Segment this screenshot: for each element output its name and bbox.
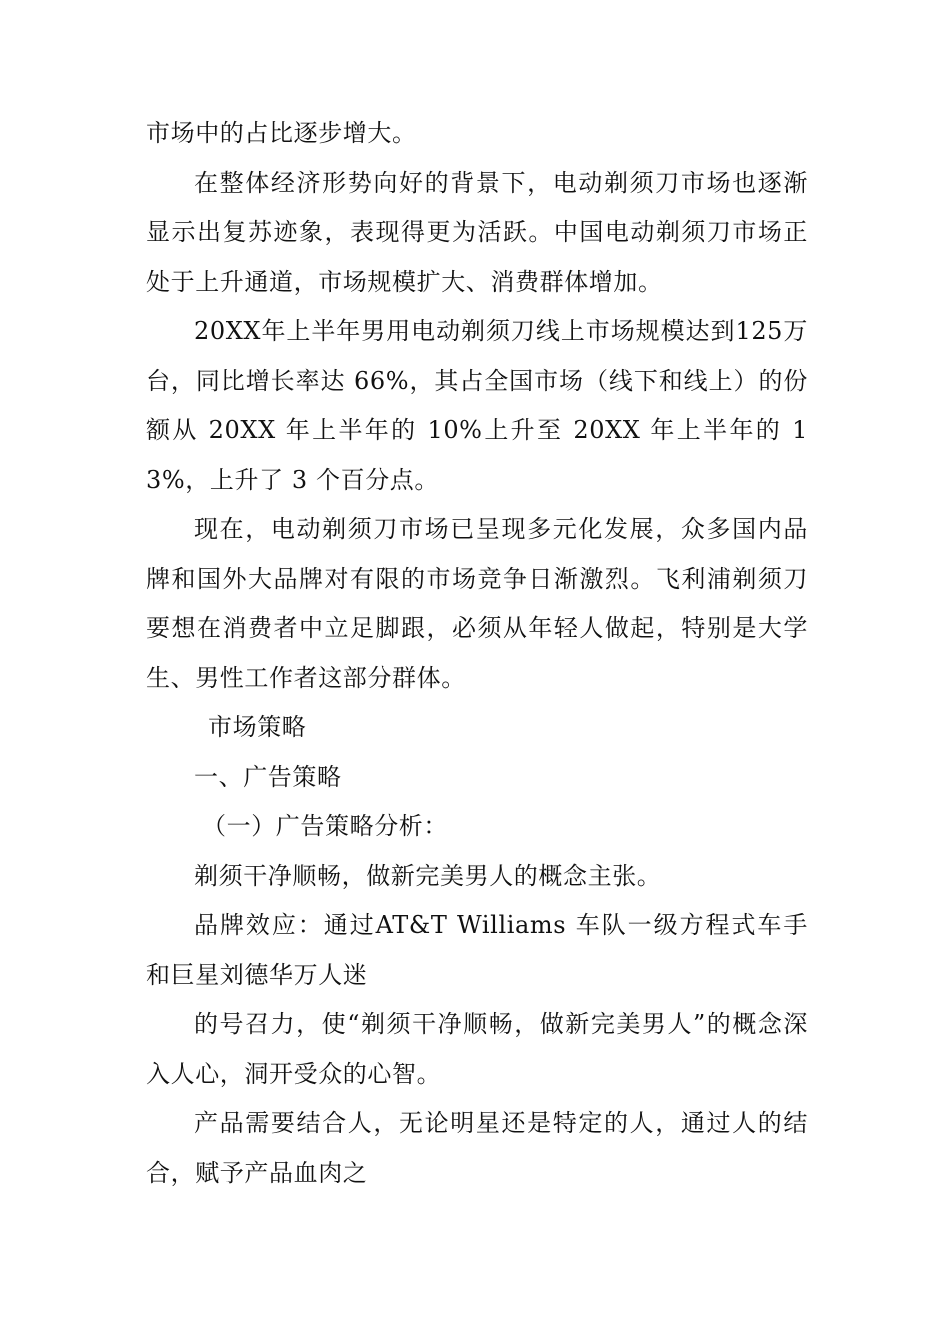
paragraph-concept: 剃须干净顺畅，做新完美男人的概念主张。: [194, 861, 662, 890]
paragraph-appeal: 的号召力，使“剃须干净顺畅，做新完美男人”的概念深入人心，洞开受众的心智。: [146, 1010, 808, 1088]
paragraph-competition: 现在，电动剃须刀市场已呈现多元化发展，众多国内品牌和国外大品牌对有限的市场竞争日渐激烈。飞利浦剃须刀要想在消费者中立足脚跟，必须从年轻人做起，特别是大学生、男性工作者这部分群体。: [146, 515, 808, 692]
paragraph-market-size: 20XX年上半年男用电动剃须刀线上市场规模达到125万台，同比增长率达 66%，其占全国市场（线下和线上）的份额从 20XX 年上半年的 10%上升至 20XX 年上半年的 13%，上升了 3 个百分点。: [146, 317, 808, 494]
paragraph-brand-effect: 品牌效应：通过AT&T Williams 车队一级方程式车手和巨星刘德华万人迷: [146, 911, 808, 989]
paragraph-product-people: 产品需要结合人，无论明星还是特定的人，通过人的结合，赋予产品血肉之: [146, 1109, 808, 1187]
paragraph-continuation: 市场中的占比逐步增大。: [146, 119, 417, 147]
paragraph-market-recovery: 在整体经济形势向好的背景下，电动剃须刀市场也逐渐显示出复苏迹象，表现得更为活跃。中国电动剃须刀市场正处于上升通道，市场规模扩大、消费群体增加。: [146, 168, 808, 296]
section-heading-market-strategy: 市场策略: [208, 713, 307, 741]
document-body: [146, 109, 808, 1198]
section-heading-ad-strategy: 一、广告策略: [194, 762, 342, 791]
subsection-heading-ad-analysis: （一）广告策略分析：: [202, 812, 448, 840]
